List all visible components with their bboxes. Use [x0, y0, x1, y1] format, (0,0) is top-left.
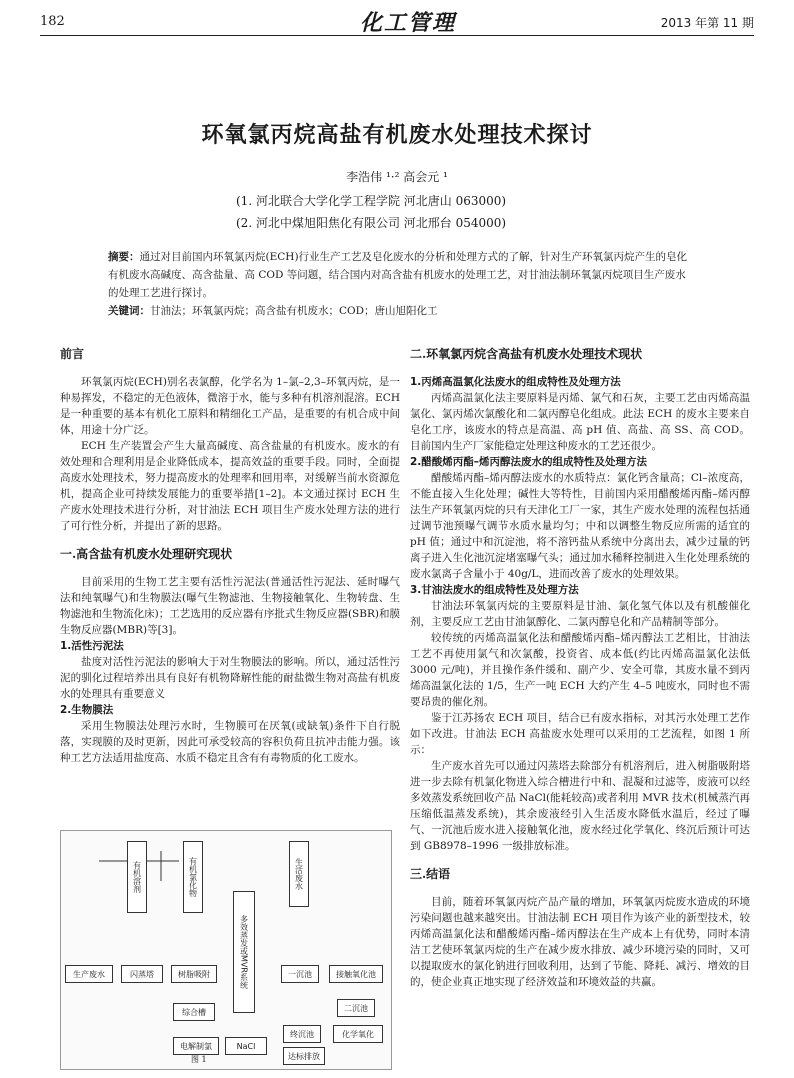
page-number: 182: [40, 14, 65, 29]
issue-label: 2013 年第 11 期: [660, 16, 754, 30]
box-evaporation-mvr: 多效蒸发或MVR系统: [233, 891, 255, 1013]
box-resin-adsorption: 树脂吸附: [171, 965, 217, 983]
keywords-text: 甘油法；环氧氯丙烷；高含盐有机废水；COD；唐山旭阳化工: [150, 305, 438, 317]
right-column: [410, 346, 750, 990]
keywords: [108, 302, 692, 320]
authors: 李浩伟 ¹·² 高会元 ¹: [346, 170, 448, 184]
subsection-2-3-paragraph-3: 鉴于江苏扬农 ECH 项目，结合已有废水指标，对其污水处理工艺作如下改进。甘油法 ECH 高盐废水处理可以采用的工艺流程，如图 1 所示：: [410, 712, 750, 756]
process-flow-diagram: [60, 830, 392, 1070]
left-column: [60, 346, 400, 766]
intro-heading: 前言: [60, 347, 85, 361]
subsection-2-1-heading: 1.丙烯高温氯化法废水的组成特性及处理方法: [410, 376, 621, 388]
subsection-1-2-heading: 2.生物膜法: [60, 704, 114, 716]
subsection-2-3-paragraph-1: 甘油法环氧氯丙烷的主要原料是甘油、氯化氢气体以及有机酸催化剂，主要反应工艺由甘油氯醇化、二氯丙醇皂化和产品精制等部分。: [410, 600, 750, 628]
box-final-sedimentation: 终沉池: [283, 1025, 321, 1043]
header-rule: [40, 35, 754, 36]
intro-paragraph-2: ECH 生产装置会产生大量高碱度、高含盐量的有机废水。废水的有效处理和合理利用是企业降低成本，提高效益的重要手段。同时，全面提高废水处理技术，努力提高废水的处理率和回用率，对缓解当前水资源危机，提高企业可持续发展能力的重要举措[1–2]。本文通过探讨 ECH 生产废水处理技术进行分析，对甘油法 ECH 项目生产废水处理方法的进行了可行性分析，并提出了新的思路。: [60, 440, 400, 532]
figure-caption: 图 1: [191, 1055, 207, 1064]
section-1-heading: 一.高含盐有机废水处理研究现状: [60, 547, 233, 561]
subsection-2-3-heading: 3.甘油法废水的组成特性及处理方法: [410, 584, 579, 596]
box-contact-oxidation: 接触氧化池: [329, 965, 383, 983]
box-organic-chloride: 有机氯化物: [183, 841, 203, 913]
box-electrolysis: 电解制氯: [173, 1037, 219, 1055]
subsection-2-2-heading: 2.醋酸烯丙酯–烯丙醇法废水的组成特性及处理方法: [410, 456, 648, 468]
journal-name: 化工管理: [360, 10, 457, 36]
keywords-label: 关键词：: [108, 305, 150, 317]
section-2-heading: 二.环氧氯丙烷含高盐有机废水处理技术现状: [410, 347, 643, 361]
abstract-text: 通过对目前国内环氧氯丙烷(ECH)行业生产工艺及皂化废水的分析和处理方式的了解，针对生产环氧氯丙烷产生的皂化有机废水高碱度、高含盐量、高 COD 等问题，结合国内对高含盐有机废水的处理工艺，对甘油法制环氧氯丙烷项目生产废水的处理工艺进行探讨。: [108, 251, 688, 299]
affiliation-2: (2. 河北中煤旭阳焦化有限公司 河北邢台 054000): [236, 216, 507, 230]
subsection-2-3-paragraph-4: 生产废水首先可以通过闪蒸塔去除部分有机溶剂后，进入树脂吸附塔进一步去除有机氯化物进入综合槽进行中和、混凝和过滤等，废液可以经多效蒸发系统回收产品 NaCl(能耗较高)或者利用 MVR 技术(机械蒸汽再压缩低温蒸发系统)，其余废液经引入生活废水降低水温后，经过了曝气、一沉池后废水进入接触氧化池，废水经过化学氧化、终沉后预计可达到 GB8978–1996 一级排放标准。: [410, 760, 750, 852]
subsection-2-3-paragraph-2: 较传统的丙烯高温氯化法和醋酸烯丙酯–烯丙醇法工艺相比，甘油法工艺不再使用氯气和次氯酸，投资省、成本低(约比丙烯高温氯化法低 3000 元/吨)，并且操作条件缓和、副产少、安全可靠，其废水量不到丙烯高温氯化法的 1/5，生产一吨 ECH 大约产生 4–5 吨废水，同时也不需要昂贵的催化剂。: [410, 632, 750, 708]
intro-paragraph-1: 环氧氯丙烷(ECH)别名表氯醇，化学名为 1–氯–2,3–环氧丙烷，是一种易挥发，不稳定的无色液体，微溶于水，能与多种有机溶剂混溶。ECH 是一种重要的基本有机化工原料和精细化工产品，是重要的有机合成中间体，用途十分广泛。: [60, 376, 400, 436]
subsection-2-2-paragraph: 醋酸烯丙酯–烯丙醇法废水的水质特点：氯化钙含量高；Cl–浓度高，不能直接入生化处理；碱性大等特性，目前国内采用醋酸烯丙酯–烯丙醇法生产环氧氯丙烷的只有天津化工厂一家，其生产废水处理的流程包括通过调节池预曝气调节水质水量均匀；中和以调整生物反应所需的适宜的 pH 值；通过中和沉淀池，将不溶钙盐从系统中分离出去，减少过量的钙离子进入生化池沉淀堵塞曝气头；通过加水稀释控制进入生化处理系统的废水氯离子含量小于 40g/L，进而改善了废水的处理效果。: [410, 472, 750, 580]
box-flash-tower: 闪蒸塔: [121, 965, 163, 983]
subsection-1-1-heading: 1.活性污泥法: [60, 640, 124, 652]
affiliation-1: (1. 河北联合大学化学工程学院 河北唐山 063000): [236, 194, 507, 208]
box-domestic-wastewater: 生活废水: [289, 841, 309, 907]
box-nacl: NaCl: [225, 1037, 267, 1055]
paper-title: 环氧氯丙烷高盐有机废水处理技术探讨: [201, 122, 593, 148]
abstract: [108, 248, 692, 302]
box-first-sedimentation: 一沉池: [281, 965, 319, 983]
abstract-label: 摘要：: [108, 251, 140, 263]
subsection-1-1-paragraph: 盐度对活性污泥法的影响大于对生物膜法的影响。所以，通过活性污泥的驯化过程培养出具有良好有机物降解性能的耐盐微生物对高盐有机废水的处理具有重要意义: [60, 656, 400, 700]
box-comprehensive-tank: 综合槽: [173, 1003, 215, 1021]
section-3-heading: 三.结语: [410, 867, 451, 881]
section-1-paragraph: 目前采用的生物工艺主要有活性污泥法(普通活性污泥法、延时曝气法和纯氧曝气)和生物膜法(曝气生物滤池、生物接触氧化、生物转盘、生物滤池和生物流化床)；工艺选用的反应器有序批式生物反应器(SBR)和膜生物反应器(MBR)等[3]。: [60, 576, 400, 636]
subsection-2-1-paragraph: 丙烯高温氯化法主要原料是丙烯、氯气和石灰，主要工艺由丙烯高温氯化、氯丙烯次氯酸化和二氯丙醇皂化组成。此法 ECH 的废水主要来自皂化工序，该废水的特点是高温、高 pH 值、高盐、高 SS、高 COD。目前国内生产厂家能稳定处理这种废水的工艺还很少。: [410, 392, 750, 452]
conclusion-paragraph: 目前，随着环氧氯丙烷产品产量的增加，环氧氯丙烷废水造成的环境污染问题也越来越突出。甘油法制 ECH 项目作为该产业的新型技术，较丙烯高温氯化法和醋酸烯丙酯–烯丙醇法在生产成本上有优势，同时本清洁工艺使环氧氯丙烷的生产在减少废水排放、减少环境污染的同时，又可以提取废水的氯化钠进行回收利用，达到了节能、降耗、减污、增效的目的，使企业真正地实现了经济效益和环境效益的共赢。: [410, 896, 750, 988]
subsection-1-2-paragraph: 采用生物膜法处理污水时，生物膜可在厌氧(或缺氧)条件下自行脱落，实现膜的及时更新，因此可承受较高的容积负荷且抗冲击能力强。该种工艺方法适用盐度高、水质不稳定且含有有毒物质的化工废水。: [60, 720, 400, 764]
box-production-wastewater: 生产废水: [65, 965, 113, 983]
box-discharge: 达标排放: [283, 1047, 325, 1065]
box-second-sedimentation: 二沉池: [337, 999, 375, 1017]
box-organic-solvent: 有机溶剂: [127, 841, 147, 913]
box-chemical-oxidation: 化学氧化: [333, 1025, 383, 1043]
